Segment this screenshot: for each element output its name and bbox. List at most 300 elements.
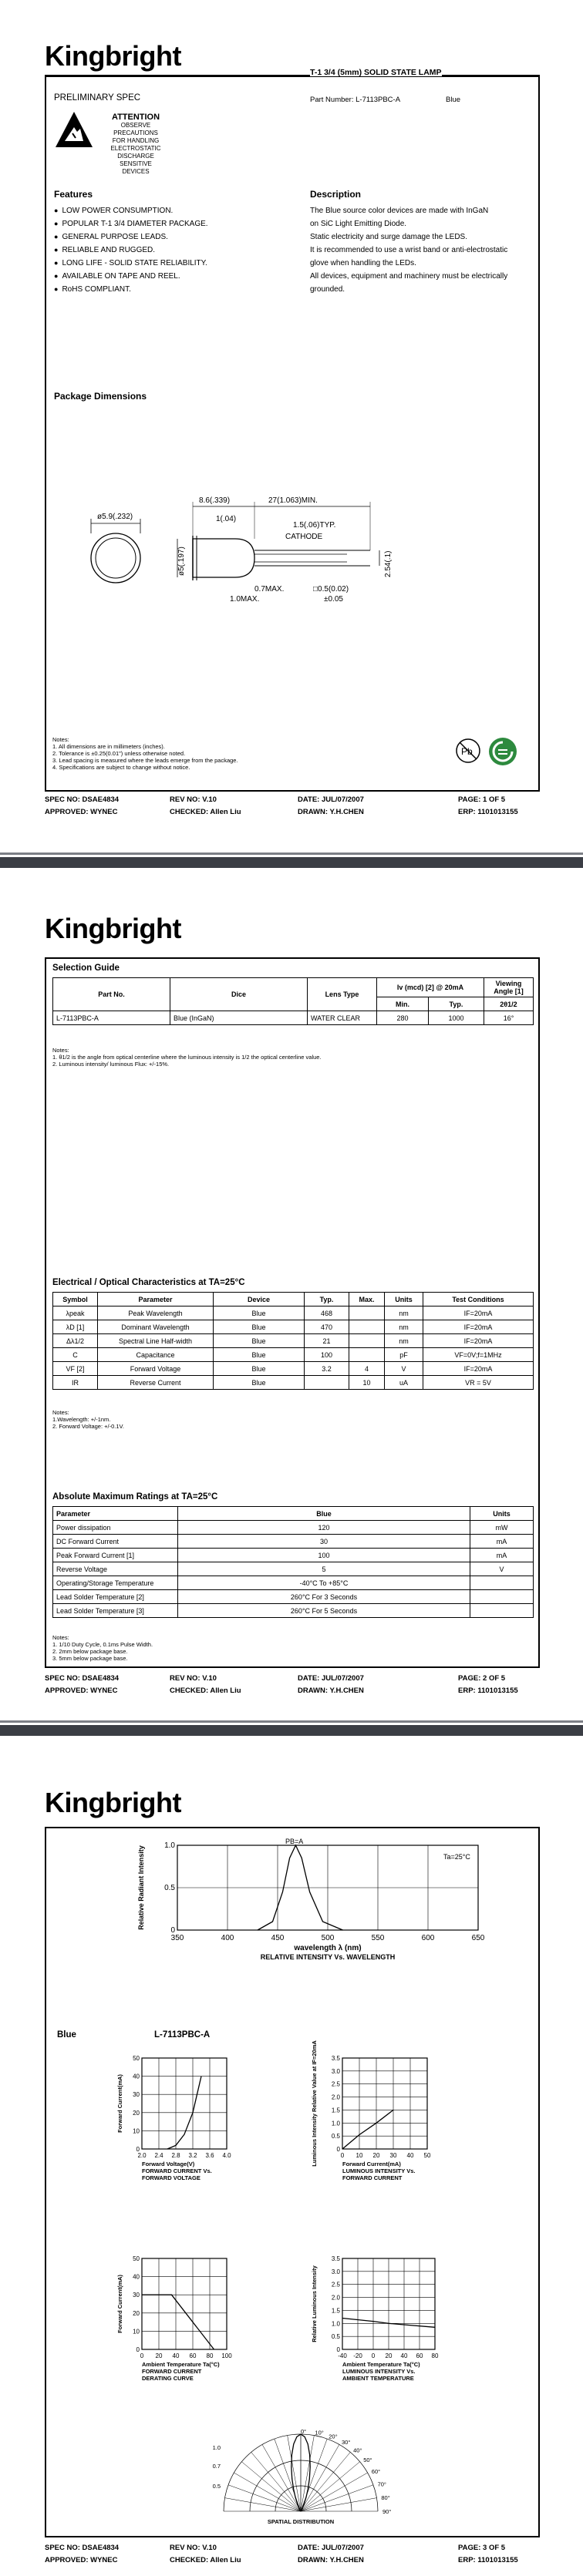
series-line <box>142 2295 214 2349</box>
lamp-title: T-1 3/4 (5mm) SOLID STATE LAMP <box>310 68 442 77</box>
angle-label: 30° <box>342 2438 351 2446</box>
brand-logo: Kingbright <box>45 913 181 944</box>
y-axis-label: Relative Luminous Intensity <box>311 2265 318 2342</box>
x-tick-label: -40 <box>338 2352 347 2359</box>
table-cell: -40°C To +85°C <box>178 1576 470 1590</box>
angle-label: 60° <box>371 2468 381 2475</box>
footer-drawn: DRAWN: Y.H.CHEN <box>298 1687 364 1695</box>
note-line: Notes: <box>52 1634 69 1641</box>
y-tick-label: 2.0 <box>331 2093 340 2101</box>
note-line: Notes: <box>52 1409 69 1416</box>
feature-item: ● POPULAR T-1 3/4 DIAMETER PACKAGE. <box>54 217 208 230</box>
table-cell: C <box>53 1348 98 1362</box>
table-cell: 468 <box>305 1306 349 1320</box>
page-divider <box>0 1725 583 1736</box>
y-tick-label: 3.5 <box>331 2055 340 2062</box>
table-cell <box>470 1604 534 1618</box>
footer-erp: ERP: 1101013155 <box>458 2556 518 2564</box>
table-cell: Reverse Voltage <box>53 1562 178 1576</box>
description-line: on SiC Light Emitting Diode. <box>310 220 407 228</box>
table-cell: Reverse Current <box>98 1376 214 1390</box>
col-header: Units <box>385 1293 423 1306</box>
note-line: 2. Luminous intensity/ luminous Flux: +/-15%. <box>52 1061 170 1068</box>
table-cell: Lead Solder Temperature [3] <box>53 1604 178 1618</box>
forward-current-vs-voltage-chart <box>114 2052 261 2191</box>
col-header: Parameter <box>53 1507 178 1521</box>
eo-title: Electrical / Optical Characteristics at TA=25°C <box>52 1278 245 1287</box>
y-tick-label: 1.5 <box>331 2307 340 2315</box>
brand-logo: Kingbright <box>45 1787 181 1818</box>
note-line: 1. 1/10 Duty Cycle, 0.1ms Pulse Width. <box>52 1641 153 1648</box>
note-line: Notes: <box>52 736 69 743</box>
feature-item: ● RoHS COMPLIANT. <box>54 283 208 296</box>
table-cell: Blue <box>214 1334 305 1348</box>
y-tick-label: 0.5 <box>331 2333 340 2341</box>
page-frame <box>45 1827 540 2537</box>
dim-label: 27(1.063)MIN. <box>268 496 318 505</box>
description-line: All devices, equipment and machinery must be electrically <box>310 272 508 281</box>
table-cell: Blue <box>214 1376 305 1390</box>
ta-label: Ta=25°C <box>443 1853 470 1861</box>
table-cell: Blue <box>214 1320 305 1334</box>
selection-guide-title: Selection Guide <box>52 963 120 973</box>
spectrum-chart <box>131 1833 524 1972</box>
dim-label: □0.5(0.02) <box>313 585 349 594</box>
footer-date: DATE: JUL/07/2007 <box>298 1674 364 1683</box>
col-header: Device <box>214 1293 305 1306</box>
attention-line: ELECTROSTATIC <box>110 145 161 152</box>
x-tick-label: -20 <box>353 2352 362 2359</box>
dim-label: 8.6(.339) <box>199 496 231 505</box>
x-tick-label: 550 <box>371 1934 385 1942</box>
absolute-max-table <box>52 1506 534 1618</box>
dim-label: ø5.9(.232) <box>97 513 133 521</box>
x-tick-label: 50 <box>423 2152 431 2159</box>
x-tick-label: 3.6 <box>205 2152 214 2159</box>
package-title: Package Dimensions <box>54 391 147 402</box>
table-cell: pF <box>385 1348 423 1362</box>
angle-label: 70° <box>377 2480 386 2488</box>
table-row <box>53 1334 534 1348</box>
footer-rev: REV NO: V.10 <box>170 795 217 804</box>
preliminary-spec: PRELIMINARY SPEC <box>54 93 141 103</box>
table-row <box>53 1562 534 1576</box>
radial-label: 0.7 <box>212 2463 221 2470</box>
angle-label: 90° <box>382 2508 392 2515</box>
y-tick-label: 1.0 <box>331 2120 340 2127</box>
attention-line: OBSERVE PRECAUTIONS <box>113 122 158 136</box>
plot-frame <box>142 2058 227 2149</box>
footer-spec: SPEC NO: DSAE4834 <box>45 2544 120 2552</box>
table-cell: λD [1] <box>53 1320 98 1334</box>
col-header: Test Conditions <box>423 1293 534 1306</box>
table-cell: Blue <box>214 1348 305 1362</box>
table-cell: Peak Wavelength <box>98 1306 214 1320</box>
col-subheader: Typ. <box>428 997 484 1011</box>
features-list <box>54 204 208 296</box>
footer-drawn: DRAWN: Y.H.CHEN <box>298 808 364 816</box>
page-divider <box>0 853 583 855</box>
y-tick-label: 2.5 <box>331 2080 340 2088</box>
x-tick-label: 500 <box>321 1934 335 1942</box>
y-tick-label: 20 <box>133 2109 140 2117</box>
pb-symbol: Pb <box>461 746 473 757</box>
chart-caption: SPATIAL DISTRIBUTION <box>267 2518 335 2525</box>
note-line: 3. Lead spacing is measured where the leads emerge from the package. <box>52 757 238 764</box>
luminous-vs-current-chart <box>308 2040 463 2191</box>
feature-item: ● AVAILABLE ON TAPE AND REEL. <box>54 270 208 283</box>
x-tick-label: 0 <box>140 2352 144 2359</box>
x-tick-label: 4.0 <box>222 2152 231 2159</box>
table-row <box>53 1362 534 1376</box>
radial-label: 0.5 <box>212 2483 221 2490</box>
table-cell: uA <box>385 1376 423 1390</box>
y-tick-label: 2.0 <box>331 2294 340 2302</box>
x-tick-label: 450 <box>271 1934 285 1942</box>
angle-label: 50° <box>363 2457 372 2464</box>
chart-caption: Ambient Temperature Ta(°C) <box>342 2361 420 2368</box>
y-tick-label: 50 <box>133 2255 140 2262</box>
table-cell: Spectral Line Half-width <box>98 1334 214 1348</box>
col-header: Dice <box>170 978 308 1011</box>
table-cell: Blue <box>214 1362 305 1376</box>
attention-block <box>99 113 173 176</box>
col-header: Viewing Angle [1] <box>484 978 534 997</box>
esd-warning-icon <box>54 110 94 150</box>
note-line: 3. 5mm below package base. <box>52 1655 128 1662</box>
y-tick-label: 0 <box>136 2346 140 2353</box>
chart-caption: DERATING CURVE <box>142 2375 194 2382</box>
y-tick-label: 3.0 <box>331 2067 340 2075</box>
x-tick-label: 2.8 <box>171 2152 180 2159</box>
footer-date: DATE: JUL/07/2007 <box>298 2544 364 2552</box>
footer-rev: REV NO: V.10 <box>170 2544 217 2552</box>
table-cell: V <box>470 1562 534 1576</box>
table-cell: Blue (InGaN) <box>170 1011 308 1025</box>
series-line <box>342 2110 393 2149</box>
table-row <box>53 1549 534 1562</box>
chart-caption: FORWARD CURRENT <box>342 2174 403 2181</box>
footer-erp: ERP: 1101013155 <box>458 1687 518 1695</box>
table-cell: IF=20mA <box>423 1362 534 1376</box>
datasheet-page-3 <box>0 1736 583 2576</box>
y-tick-label: 0.5 <box>331 2133 340 2141</box>
y-tick-label: 0 <box>136 2146 140 2153</box>
table-cell: IR <box>53 1376 98 1390</box>
selection-guide-table <box>52 977 534 1025</box>
table-cell: 260°C For 5 Seconds <box>178 1604 470 1618</box>
table-cell: VR = 5V <box>423 1376 534 1390</box>
x-tick-label: 600 <box>421 1934 435 1942</box>
table-cell: Capacitance <box>98 1348 214 1362</box>
plot-frame <box>142 2258 227 2349</box>
description-line: grounded. <box>310 285 345 294</box>
part-label: L-7113PBC-A <box>154 2030 211 2040</box>
luminous-vs-temperature-chart <box>308 2252 470 2391</box>
x-tick-label: 60 <box>416 2352 423 2359</box>
footer-approved: APPROVED: WYNEC <box>45 2556 118 2564</box>
x-tick-label: 20 <box>155 2352 163 2359</box>
table-cell: 10 <box>349 1376 385 1390</box>
attention-line: SENSITIVE <box>120 160 152 167</box>
col-header: Parameter <box>98 1293 214 1306</box>
table-cell: IF=20mA <box>423 1306 534 1320</box>
spatial-distribution-chart <box>212 2413 401 2528</box>
amr-title: Absolute Maximum Ratings at TA=25°C <box>52 1492 218 1502</box>
brand-logo: Kingbright <box>45 40 181 72</box>
selection-notes <box>52 1047 322 1068</box>
y-axis-label: Forward Current(mA) <box>116 2074 123 2133</box>
table-cell <box>349 1320 385 1334</box>
table-cell <box>349 1334 385 1348</box>
description-title: Description <box>310 189 362 200</box>
table-row <box>53 1535 534 1549</box>
x-tick-label: 650 <box>471 1934 485 1942</box>
table-cell: 3.2 <box>305 1362 349 1376</box>
footer-page: PAGE: 1 OF 5 <box>458 795 506 804</box>
table-row <box>53 1576 534 1590</box>
part-color: Blue <box>446 96 461 104</box>
table-cell <box>305 1376 349 1390</box>
x-tick-label: 0 <box>371 2352 376 2359</box>
table-cell: 280 <box>377 1011 429 1025</box>
footer-page: PAGE: 3 OF 5 <box>458 2544 506 2552</box>
attention-line: DISCHARGE <box>117 153 154 160</box>
peak-label: PB=A <box>285 1838 304 1845</box>
table-cell: λpeak <box>53 1306 98 1320</box>
attention-line: FOR HANDLING <box>112 137 160 144</box>
table-row <box>53 1521 534 1535</box>
chart-caption: Ambient Temperature Ta(°C) <box>142 2361 220 2368</box>
note-line: 2. 2mm below package base. <box>52 1648 128 1655</box>
table-cell: DC Forward Current <box>53 1535 178 1549</box>
col-header: Blue <box>178 1507 470 1521</box>
table-cell: VF=0V;f=1MHz <box>423 1348 534 1362</box>
dim-label: 2.54(.1) <box>384 550 393 577</box>
table-cell: mA <box>470 1535 534 1549</box>
y-tick-label: 40 <box>133 2073 140 2080</box>
table-cell: 21 <box>305 1334 349 1348</box>
amr-notes <box>52 1634 153 1662</box>
derating-curve-chart <box>114 2252 261 2391</box>
table-cell: 30 <box>178 1535 470 1549</box>
table-cell: Lead Solder Temperature [2] <box>53 1590 178 1604</box>
footer-checked: CHECKED: Allen Liu <box>170 808 241 816</box>
y-tick-label: 2.5 <box>331 2281 340 2288</box>
col-subheader: 2θ1/2 <box>484 997 534 1011</box>
rohs-icon <box>487 736 518 767</box>
table-cell: mW <box>470 1521 534 1535</box>
footer-date: DATE: JUL/07/2007 <box>298 795 364 804</box>
plot-frame <box>342 2058 427 2149</box>
x-tick-label: 60 <box>189 2352 197 2359</box>
page-frame <box>45 957 540 1668</box>
x-tick-label: 0 <box>340 2152 345 2159</box>
description-line: The Blue source color devices are made with InGaN <box>310 207 489 215</box>
table-cell: Power dissipation <box>53 1521 178 1535</box>
table-cell: 5 <box>178 1562 470 1576</box>
footer-erp: ERP: 1101013155 <box>458 808 518 816</box>
table-row <box>53 1320 534 1334</box>
angle-label: 80° <box>381 2494 390 2501</box>
table-cell: VF [2] <box>53 1362 98 1376</box>
y-tick-label: 3.5 <box>331 2255 340 2262</box>
pb-free-icon <box>455 738 481 764</box>
table-cell: 120 <box>178 1521 470 1535</box>
table-row <box>53 1590 534 1604</box>
datasheet-page-2 <box>0 868 583 1716</box>
part-number: Part Number: L-7113PBC-A <box>310 96 401 104</box>
table-cell <box>349 1306 385 1320</box>
dim-label: 0.7MAX. <box>254 585 285 594</box>
footer-drawn: DRAWN: Y.H.CHEN <box>298 2556 364 2564</box>
chart-caption: LUMINOUS INTENSITY Vs. <box>342 2167 416 2174</box>
description-line: It is recommended to use a wrist band or anti-electrostatic <box>310 246 508 254</box>
attention-title: ATTENTION <box>111 113 160 122</box>
page-frame <box>45 68 540 792</box>
x-tick-label: 400 <box>221 1934 234 1942</box>
y-tick-label: 1.0 <box>164 1841 175 1850</box>
footer-approved: APPROVED: WYNEC <box>45 808 118 816</box>
table-cell: Δλ1/2 <box>53 1334 98 1348</box>
y-tick-label: 20 <box>133 2309 140 2317</box>
dim-label: ø5(.197) <box>177 546 186 576</box>
note-line: 1. All dimensions are in millimeters (inches). <box>52 743 165 750</box>
table-cell: 16° <box>484 1011 534 1025</box>
dim-label: CATHODE <box>285 533 323 541</box>
table-cell <box>470 1590 534 1604</box>
footer-rev: REV NO: V.10 <box>170 1674 217 1683</box>
page-divider <box>0 1720 583 1723</box>
col-header: Max. <box>349 1293 385 1306</box>
x-tick-label: 100 <box>221 2352 232 2359</box>
x-tick-label: 3.2 <box>188 2152 197 2159</box>
x-tick-label: 350 <box>170 1934 184 1942</box>
y-tick-label: 40 <box>133 2273 140 2281</box>
col-header: Part No. <box>53 978 170 1011</box>
y-tick-label: 10 <box>133 2127 140 2135</box>
footer-approved: APPROVED: WYNEC <box>45 1687 118 1695</box>
table-cell: 100 <box>178 1549 470 1562</box>
feature-item: ● LOW POWER CONSUMPTION. <box>54 204 208 217</box>
table-cell: mA <box>470 1549 534 1562</box>
y-tick-label: 0 <box>170 1926 175 1935</box>
x-tick-label: 40 <box>406 2152 414 2159</box>
feature-item: ● LONG LIFE - SOLID STATE RELIABILITY. <box>54 257 208 270</box>
table-cell: nm <box>385 1334 423 1348</box>
title-rule <box>46 76 538 77</box>
y-tick-label: 10 <box>133 2328 140 2336</box>
features-title: Features <box>54 189 93 200</box>
footer-spec: SPEC NO: DSAE4834 <box>45 1674 120 1683</box>
note-line: Notes: <box>52 1047 69 1054</box>
x-axis-label: wavelength λ (nm) <box>294 1944 362 1952</box>
attention-line: DEVICES <box>122 168 150 175</box>
dim-label: 1.5(.06)TYP. <box>293 521 336 530</box>
x-tick-label: 80 <box>431 2352 439 2359</box>
chart-caption: AMBIENT TEMPERATURE <box>342 2375 414 2382</box>
table-cell: Blue <box>214 1306 305 1320</box>
y-axis-label: Relative Radiant Intensity <box>137 1845 145 1930</box>
y-tick-label: 0 <box>336 2146 340 2153</box>
table-cell: IF=20mA <box>423 1320 534 1334</box>
y-tick-label: 0.5 <box>164 1884 175 1892</box>
col-subheader: Min. <box>377 997 429 1011</box>
description-text <box>310 204 534 296</box>
table-row <box>53 1376 534 1390</box>
table-cell: nm <box>385 1306 423 1320</box>
radial-label: 1.0 <box>212 2444 221 2451</box>
chart-caption: Forward Current(mA) <box>342 2161 401 2167</box>
col-header: Lens Type <box>308 978 377 1011</box>
y-tick-label: 30 <box>133 2091 140 2099</box>
chart-caption: LUMINOUS INTENSITY Vs. <box>342 2368 416 2375</box>
dim-label: ±0.05 <box>324 595 343 604</box>
table-row <box>53 1011 534 1025</box>
electrical-optical-table <box>52 1292 534 1390</box>
table-row <box>53 1348 534 1362</box>
table-cell: L-7113PBC-A <box>53 1011 170 1025</box>
table-cell <box>349 1348 385 1362</box>
note-line: 1. θ1/2 is the angle from optical centerline where the luminous intensity is 1/2 the optical centerline value. <box>52 1054 322 1061</box>
y-tick-label: 1.0 <box>331 2320 340 2328</box>
table-cell: 260°C For 3 Seconds <box>178 1590 470 1604</box>
description-line: Static electricity and surge damage the LEDS. <box>310 233 467 241</box>
eo-notes <box>52 1409 124 1430</box>
description-line: glove when handling the LEDs. <box>310 259 416 267</box>
table-cell: 100 <box>305 1348 349 1362</box>
datasheet-page-1 <box>0 0 583 856</box>
feature-item: ● RELIABLE AND RUGGED. <box>54 244 208 257</box>
col-header: Units <box>470 1507 534 1521</box>
note-line: 2. Tolerance is ±0.25(0.01") unless otherwise noted. <box>52 750 186 757</box>
footer-page: PAGE: 2 OF 5 <box>458 1674 506 1683</box>
table-cell: Operating/Storage Temperature <box>53 1576 178 1590</box>
color-label: Blue <box>57 2030 76 2040</box>
y-tick-label: 1.5 <box>331 2107 340 2114</box>
chart-caption: Forward Voltage(V) <box>142 2161 195 2167</box>
table-cell: WATER CLEAR <box>308 1011 377 1025</box>
y-tick-label: 0 <box>336 2346 340 2353</box>
table-row <box>53 1604 534 1618</box>
note-line: 1.Wavelength: +/-1nm. <box>52 1416 111 1423</box>
x-tick-label: 80 <box>206 2352 214 2359</box>
x-tick-label: 2.0 <box>137 2152 147 2159</box>
chart-caption: FORWARD VOLTAGE <box>142 2174 201 2181</box>
feature-item: ● GENERAL PURPOSE LEADS. <box>54 230 208 244</box>
chart-caption: FORWARD CURRENT <box>142 2368 202 2375</box>
angle-label: 0° <box>301 2428 307 2435</box>
chart-caption: FORWARD CURRENT Vs. <box>142 2167 212 2174</box>
table-cell: IF=20mA <box>423 1334 534 1348</box>
x-tick-label: 30 <box>389 2152 397 2159</box>
angle-label: 40° <box>353 2447 362 2454</box>
table-cell: V <box>385 1362 423 1376</box>
dim-label: 1.0MAX. <box>230 595 260 604</box>
x-tick-label: 20 <box>372 2152 380 2159</box>
angle-label: 10° <box>315 2429 324 2436</box>
table-cell: 1000 <box>428 1011 484 1025</box>
x-tick-label: 10 <box>356 2152 363 2159</box>
table-cell: Peak Forward Current [1] <box>53 1549 178 1562</box>
page1-notes <box>52 736 238 771</box>
table-cell: 4 <box>349 1362 385 1376</box>
y-tick-label: 50 <box>133 2055 140 2062</box>
package-dimension-drawing <box>69 493 532 624</box>
x-tick-label: 40 <box>400 2352 408 2359</box>
footer-checked: CHECKED: Allen Liu <box>170 1687 241 1695</box>
table-cell: Dominant Wavelength <box>98 1320 214 1334</box>
